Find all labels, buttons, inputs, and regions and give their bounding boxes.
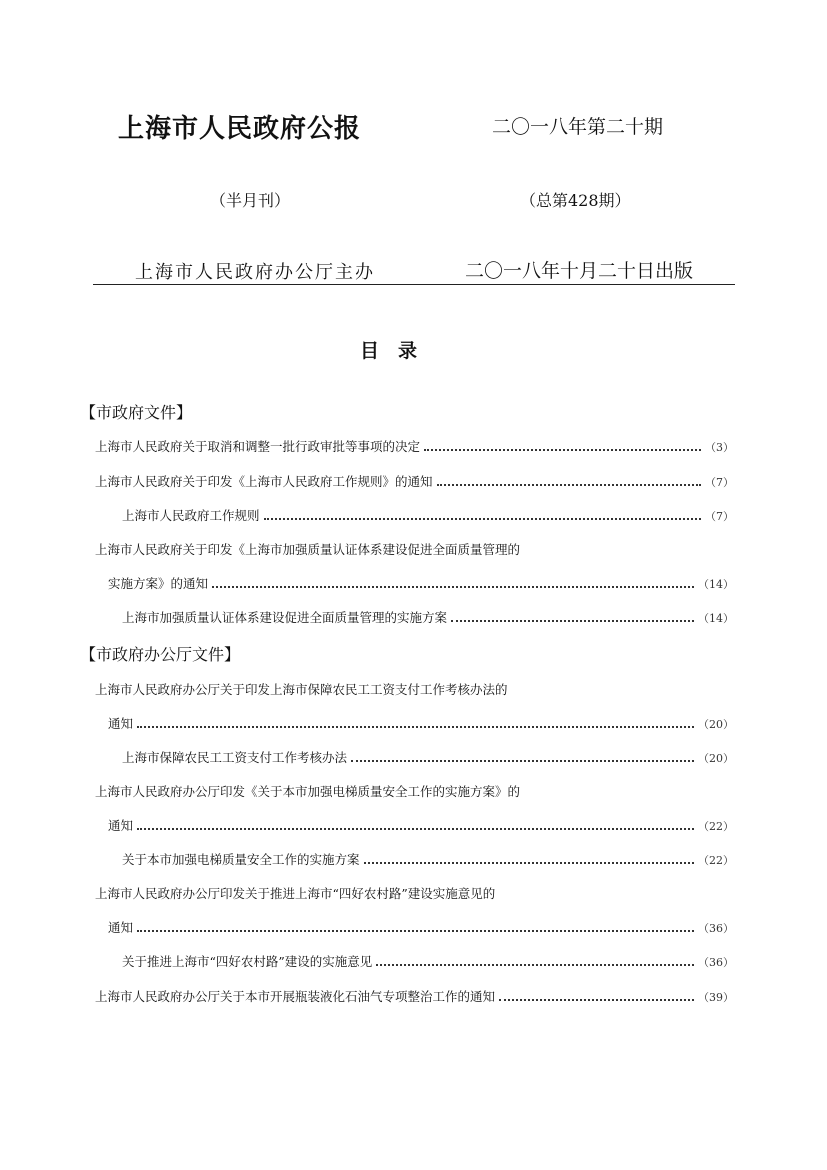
toc-entry[interactable]	[122, 748, 734, 766]
toc-entry[interactable]	[108, 574, 734, 592]
sponsor: 上海市人民政府办公厅主办	[135, 262, 375, 283]
toc-entry-page: （20）	[698, 718, 734, 731]
toc-entry[interactable]	[95, 884, 734, 902]
total-issue: （总第428期）	[520, 191, 631, 210]
dot-leader	[137, 726, 694, 728]
toc-entry-title: 上海市人民政府工作规则	[122, 508, 260, 523]
section-heading: 【市政府办公厅文件】	[80, 645, 241, 664]
toc-entry-page: （14）	[698, 578, 734, 591]
publication-date: 二〇一八年十月二十日出版	[465, 260, 694, 282]
frequency: （半月刊）	[210, 191, 291, 210]
toc-entry-title: 上海市人民政府办公厅关于印发上海市保障农民工工资支付工作考核办法的	[95, 682, 508, 697]
toc-entry[interactable]	[95, 782, 734, 800]
toc-entry[interactable]	[95, 540, 734, 558]
journal-title: 上海市人民政府公报	[118, 114, 362, 144]
toc-entry-title: 上海市人民政府关于印发《上海市人民政府工作规则》的通知	[95, 474, 433, 489]
issue-number: 二〇一八年第二十期	[492, 116, 664, 138]
toc-entry-page: （20）	[698, 752, 734, 765]
dot-leader	[499, 999, 694, 1001]
toc-entry[interactable]	[122, 952, 734, 970]
toc-entry-title: 上海市加强质量认证体系建设促进全面质量管理的实施方案	[122, 610, 448, 625]
header-divider	[93, 284, 735, 285]
toc-entry-title: 通知	[108, 920, 134, 935]
toc-entry[interactable]	[122, 850, 734, 868]
toc-entry-page: （14）	[698, 612, 734, 625]
toc-title: 目 录	[360, 340, 418, 362]
toc-entry-title: 关于本市加强电梯质量安全工作的实施方案	[122, 852, 360, 867]
dot-leader	[264, 518, 701, 520]
toc-entry-title: 上海市人民政府办公厅关于本市开展瓶装液化石油气专项整治工作的通知	[95, 989, 496, 1004]
dot-leader	[451, 620, 694, 622]
toc-entry-page: （39）	[698, 991, 734, 1004]
dot-leader	[137, 930, 694, 932]
section-heading: 【市政府文件】	[80, 403, 193, 422]
toc-entry-title: 上海市保障农民工工资支付工作考核办法	[122, 750, 348, 765]
toc-entry[interactable]	[122, 506, 734, 524]
dot-leader	[437, 484, 701, 486]
toc-entry-page: （3）	[705, 441, 734, 454]
dot-leader	[364, 862, 694, 864]
toc-entry[interactable]	[95, 472, 734, 490]
toc-entry-title: 实施方案》的通知	[108, 576, 209, 591]
toc-entry-page: （36）	[698, 922, 734, 935]
toc-entry[interactable]	[122, 608, 734, 626]
toc-entry-page: （22）	[698, 820, 734, 833]
toc-entry-title: 通知	[108, 716, 134, 731]
toc-entry-page: （36）	[698, 956, 734, 969]
dot-leader	[351, 760, 694, 762]
toc-entry[interactable]	[108, 918, 734, 936]
toc-entry-page: （7）	[705, 476, 734, 489]
toc-entry-title: 上海市人民政府办公厅印发《关于本市加强电梯质量安全工作的实施方案》的	[95, 784, 521, 799]
dot-leader	[212, 586, 694, 588]
dot-leader	[376, 964, 694, 966]
toc-entry-page: （7）	[705, 510, 734, 523]
toc-entry-title: 上海市人民政府关于印发《上海市加强质量认证体系建设促进全面质量管理的	[95, 542, 521, 557]
toc-entry[interactable]	[95, 680, 734, 698]
toc-entry-title: 通知	[108, 818, 134, 833]
toc-entry[interactable]	[95, 987, 734, 1005]
toc-entry[interactable]	[108, 714, 734, 732]
toc-entry-title: 关于推进上海市“四好农村路”建设的实施意见	[122, 954, 373, 969]
dot-leader	[424, 449, 701, 451]
toc-entry-title: 上海市人民政府办公厅印发关于推进上海市“四好农村路”建设实施意见的	[95, 886, 496, 901]
dot-leader	[137, 828, 694, 830]
toc-entry-page: （22）	[698, 854, 734, 867]
toc-entry[interactable]	[108, 816, 734, 834]
toc-entry-title: 上海市人民政府关于取消和调整一批行政审批等事项的决定	[95, 439, 421, 454]
toc-entry[interactable]	[95, 437, 734, 455]
